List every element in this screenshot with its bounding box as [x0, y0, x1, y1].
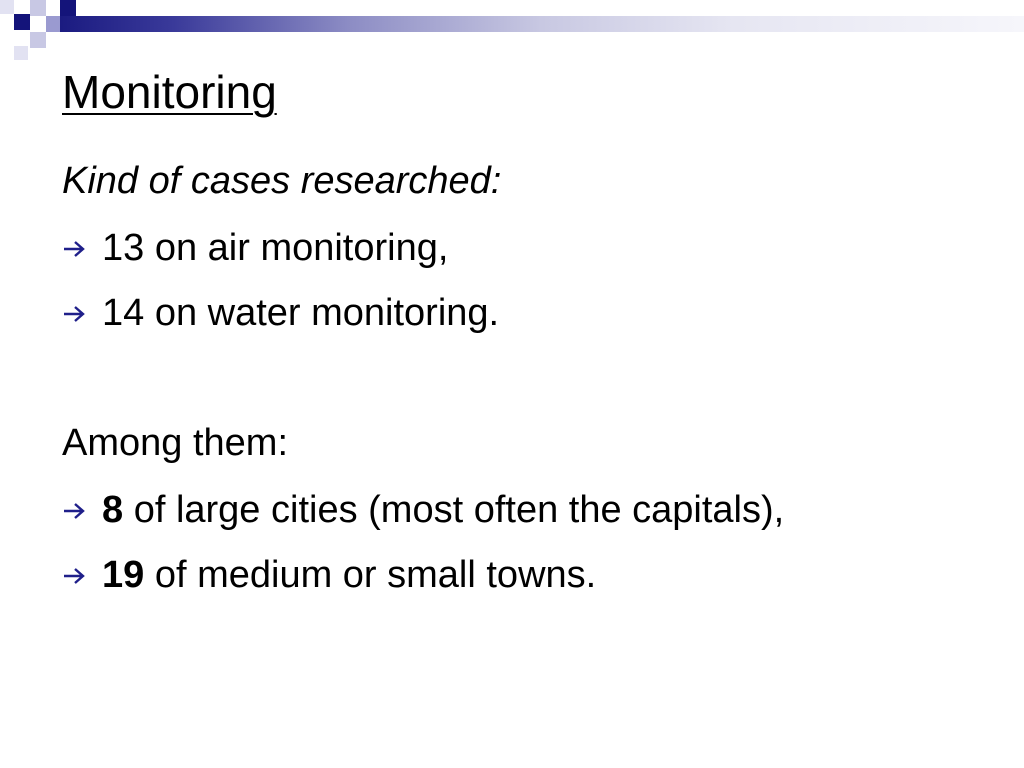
header-gradient-bar — [58, 16, 1024, 32]
list-item — [62, 224, 448, 271]
list-item — [62, 289, 499, 336]
deco-square — [30, 0, 46, 16]
list-item-text: 14 on water monitoring. — [102, 292, 500, 334]
section-heading: Among them: — [62, 422, 288, 464]
decorative-squares — [0, 0, 80, 64]
right-arrow-icon — [62, 551, 102, 597]
list-item-text: 13 on air monitoring, — [102, 227, 449, 269]
list-item-number: 19 — [102, 554, 145, 596]
list-item — [62, 486, 784, 533]
deco-square — [46, 16, 60, 32]
right-arrow-icon — [62, 289, 102, 335]
right-arrow-icon — [62, 224, 102, 270]
deco-square — [0, 0, 14, 14]
deco-square — [14, 14, 30, 30]
deco-square — [30, 32, 46, 48]
subtitle: Kind of cases researched: — [62, 160, 502, 202]
slide-title: Monitoring — [62, 66, 277, 118]
deco-square — [14, 46, 28, 60]
list-item-number: 8 — [102, 489, 124, 531]
list-item-text: of large cities (most often the capitals), — [123, 489, 785, 531]
list-item — [62, 551, 596, 598]
deco-square — [60, 0, 76, 16]
list-item-text: of medium or small towns. — [144, 554, 597, 596]
right-arrow-icon — [62, 486, 102, 532]
